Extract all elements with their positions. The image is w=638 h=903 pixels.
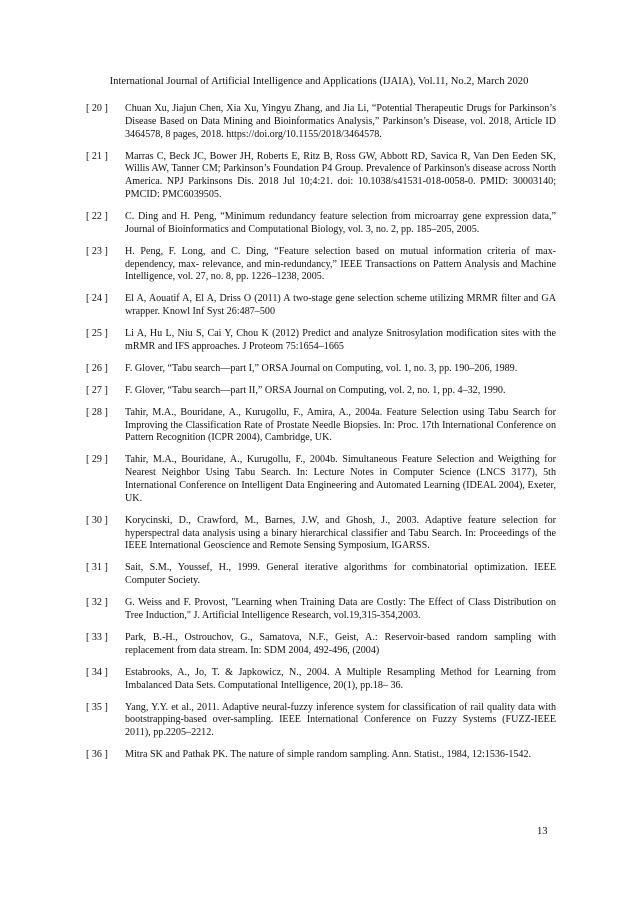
reference-item: [86, 407, 556, 445]
reference-item: [86, 454, 556, 505]
reference-number: [ 29 ]: [86, 454, 108, 466]
reference-item: [86, 246, 556, 284]
reference-number: [ 24 ]: [86, 293, 108, 305]
journal-header: International Journal of Artificial Intelligence and Applications (IJAIA), Vol.11, No.2, March 2020: [109, 76, 529, 87]
reference-item: [86, 597, 556, 623]
reference-number: [ 25 ]: [86, 328, 108, 340]
reference-item: [86, 211, 556, 237]
reference-text: Li A, Hu L, Niu S, Cai Y, Chou K (2012) Predict and analyze Snitrosylation modification sites with the mRMR and IFS approaches. J Proteom 75:1654–1665: [125, 328, 556, 352]
reference-item: [86, 702, 556, 740]
reference-text: Sait, S.M., Youssef, H., 1999. General iterative algorithms for combinatorial optimization. IEEE Computer Society.: [125, 562, 556, 587]
reference-text: Yang, Y.Y. et al., 2011. Adaptive neural-fuzzy inference system for classification of rail quality data with bootstrapping-based over-sampling. IEEE International Conference on Fuzzy Systems (FUZZ-IEEE 2011), pp.2205–2212.: [125, 701, 556, 739]
reference-text: Park, B.-H., Ostrouchov, G., Samatova, N.F., Geist, A.: Reservoir-based random sampling with replacement from data stream. In: SDM 2004, 492-496, (2004): [125, 631, 556, 656]
reference-text: C. Ding and H. Peng, “Minimum redundancy feature selection from microarray gene expression data,” Journal of Bioinformatics and Computational Biology, vol. 3, no. 2, pp. 185–205, 2005.: [125, 210, 556, 235]
reference-item: [86, 562, 556, 588]
reference-number: [ 32 ]: [86, 597, 108, 609]
reference-number: [ 23 ]: [86, 245, 108, 257]
reference-item: [86, 515, 556, 553]
reference-item: [86, 667, 556, 693]
reference-text: Tahir, M.A., Bouridane, A., Kurugollu, F., Amira, A., 2004a. Feature Selection using Tabu Search for Improving the Classification Rate of Prostate Needle Biopsies. In: Proc. 17th International Conference on Pattern Recognition (ICPR 2004), Cambridge, UK.: [125, 406, 556, 444]
reference-number: [ 34 ]: [86, 666, 108, 678]
reference-text: G. Weiss and F. Provost, "Learning when Training Data are Costly: The Effect of Class Distribution on Tree Induction," J. Artificial Intelligence Research, vol.19,315-354,2003.: [125, 597, 556, 621]
reference-number: [ 22 ]: [86, 210, 108, 222]
reference-number: [ 21 ]: [86, 150, 108, 162]
reference-number: [ 33 ]: [86, 631, 108, 643]
page-number: 13: [537, 826, 548, 837]
reference-number: [ 35 ]: [86, 701, 108, 713]
reference-list: [86, 103, 556, 771]
reference-item: [86, 749, 556, 762]
reference-item: [86, 363, 556, 376]
reference-text: F. Glover, “Tabu search—part II,” ORSA Journal on Computing, vol. 2, no. 1, pp. 4–32, 1990.: [125, 384, 506, 396]
reference-text: Mitra SK and Pathak PK. The nature of simple random sampling. Ann. Statist., 1984, 12:1536-1542.: [125, 749, 532, 761]
reference-number: [ 30 ]: [86, 514, 108, 526]
reference-text: Chuan Xu, Jiajun Chen, Xia Xu, Yingyu Zhang, and Jia Li, “Potential Therapeutic Drugs for Parkinson’s Disease Based on Data Mining and Bioinformatics Analysis,” Parkinson’s Disease, vol. 2018, Article ID 3464578, 8 pages, 2018. https://doi.org/10.1155/2018/3464578.: [125, 103, 556, 140]
reference-text: El A, Aouatif A, El A, Driss O (2011) A two-stage gene selection scheme utilizing MRMR filter and GA wrapper. Knowl Inf Syst 26:487–500: [125, 293, 556, 318]
reference-text: Estabrooks, A., Jo, T. & Japkowicz, N., 2004. A Multiple Resampling Method for Learning from Imbalanced Data Sets. Computational Intelligence, 20(1), pp.18– 36.: [125, 666, 556, 691]
reference-item: [86, 103, 556, 141]
reference-number: [ 36 ]: [86, 749, 108, 761]
reference-text: F. Glover, “Tabu search—part I,” ORSA Journal on Computing, vol. 1, no. 3, pp. 190–206, 1989.: [125, 362, 518, 374]
reference-item: [86, 328, 556, 354]
reference-text: H. Peng, F. Long, and C. Ding, “Feature selection based on mutual information criteria of max-dependency, max- relevance, and min-redundancy,” IEEE Transactions on Pattern Analysis and Machine Intelligence, vol. 27, no. 8, pp. 1226–1238, 2005.: [125, 245, 556, 283]
reference-item: [86, 151, 556, 202]
reference-item: [86, 293, 556, 319]
reference-item: [86, 385, 556, 398]
reference-number: [ 26 ]: [86, 362, 108, 374]
reference-number: [ 31 ]: [86, 562, 108, 574]
reference-item: [86, 632, 556, 658]
reference-number: [ 20 ]: [86, 103, 108, 114]
reference-number: [ 27 ]: [86, 384, 108, 396]
reference-text: Korycinski, D., Crawford, M., Barnes, J.W, and Ghosh, J., 2003. Adaptive feature selection for hyperspectral data analysis using a binary hierarchical classifier and Tabu Search. In: Proceedings of the IEEE International Geoscience and Remote Sensing Symposium, IGARSS.: [125, 514, 556, 552]
reference-number: [ 28 ]: [86, 406, 108, 418]
reference-text: Tahir, M.A., Bouridane, A., Kurugollu, F., 2004b. Simultaneous Feature Selection and Weigthing for Nearest Neighbor Using Tabu Search. In: Lecture Notes in Computer Science (LNCS 3177), 5th International Conference on Intelligent Data Engineering and Automated Learning (IDEAL 2004), Exeter, UK.: [125, 454, 556, 504]
reference-text: Marras C, Beck JC, Bower JH, Roberts E, Ritz B, Ross GW, Abbott RD, Savica R, Van Den Eeden SK, Willis AW, Tanner CM; Parkinson’s Foundation P4 Group. Prevalence of Parkinson's disease across North America. NPJ Parkinsons Dis. 2018 Jul 10;4:21. doi: 10.1038/s41531-018-0058-0. PMID: 30003140; PMCID: PMC6039505.: [125, 150, 556, 200]
